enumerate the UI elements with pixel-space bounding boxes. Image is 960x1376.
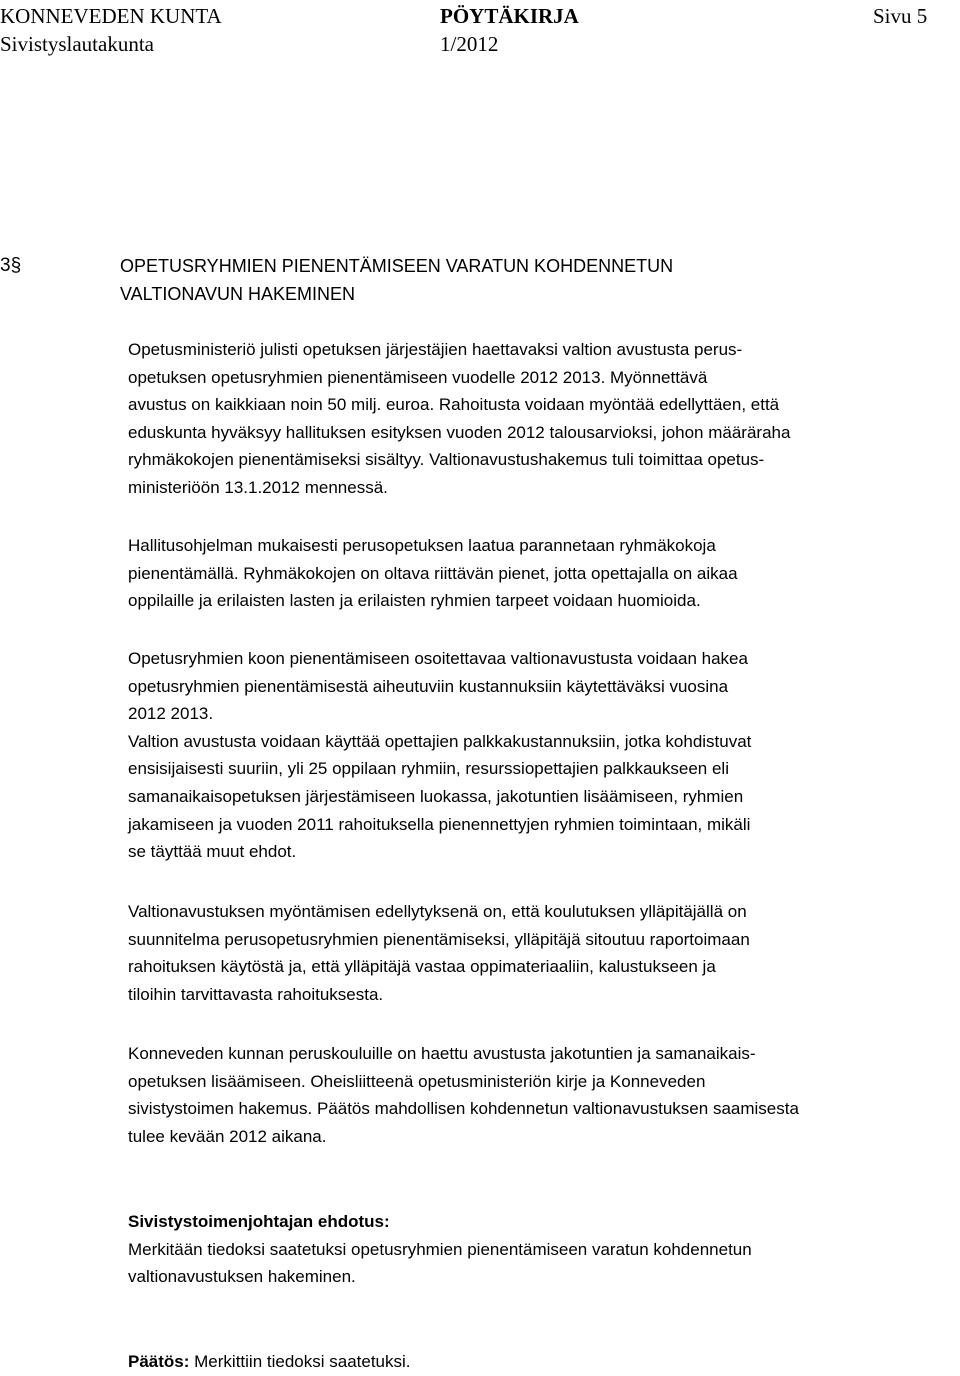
text-line: opetuksen opetusryhmien pienentämiseen vuodelle 2012 2013. Myönnettävä — [128, 367, 708, 387]
paragraph-konnevesi-application — [128, 1040, 799, 1150]
text-line: suunnitelma perusopetusryhmien pienentämiseksi, ylläpitäjä sitoutuu raportoimaan — [128, 929, 750, 949]
text-line: se täyttää muut ehdot. — [128, 842, 297, 862]
text-line: Opetusministeriö julisti opetuksen järjestäjien haettavaksi valtion avustusta perus- — [128, 340, 743, 359]
paragraph-grant-usage — [128, 645, 751, 866]
paragraph-government-program — [128, 532, 738, 615]
decision-block — [128, 1348, 411, 1376]
decision-label: Päätös: — [128, 1352, 190, 1371]
text-line: Konneveden kunnan peruskouluille on haettu avustusta jakotuntien ja samanaikais- — [128, 1044, 756, 1063]
text-line: valtionavustuksen hakeminen. — [128, 1267, 356, 1287]
document-type: PÖYTÄKIRJA — [440, 4, 579, 28]
text-line: jakamiseen ja vuoden 2011 rahoituksella pienennettyjen ryhmien toimintaan, mikäli — [128, 814, 751, 834]
meeting-number: 1/2012 — [440, 32, 499, 56]
section-title-line: VALTIONAVUN HAKEMINEN — [120, 284, 356, 304]
text-line: sivistystoimen hakemus. Päätös mahdollisen kohdennetun valtionavustuksen saamisesta — [128, 1099, 799, 1119]
municipality-name: KONNEVEDEN KUNTA — [0, 4, 222, 28]
text-line: oppilaille ja erilaisten lasten ja erilaisten ryhmien tarpeet voidaan huomioida. — [128, 591, 701, 611]
text-line: opetuksen lisäämiseen. Oheisliitteenä opetusministeriön kirje ja Konneveden — [128, 1071, 706, 1091]
committee-name: Sivistyslautakunta — [0, 32, 154, 56]
decision-line — [128, 1348, 411, 1376]
decision-text: Merkittiin tiedoksi saatetuksi. — [189, 1352, 411, 1371]
text-line: 2012 2013. — [128, 704, 214, 724]
text-line: tulee kevään 2012 aikana. — [128, 1126, 327, 1146]
text-line: Hallitusohjelman mukaisesti perusopetuksen laatua parannetaan ryhmäkokoja — [128, 536, 716, 555]
text-line: opetusryhmien pienentämisestä aiheutuviin kustannuksiin käytettäväksi vuosina — [128, 676, 729, 696]
text-line: ministeriöön 13.1.2012 mennessä. — [128, 477, 388, 497]
proposal-block — [128, 1208, 752, 1291]
text-line: avustus on kaikkiaan noin 50 milj. euroa. Rahoitusta voidaan myöntää edellyttäen, että — [128, 395, 780, 415]
text-line: pienentämällä. Ryhmäkokojen on oltava riittävän pienet, jotta opettajalla on aikaa — [128, 563, 738, 583]
section-number: 3§ — [0, 255, 22, 276]
text-line: samanaikaisopetuksen järjestämiseen luokassa, jakotuntien lisäämiseen, ryhmien — [128, 786, 744, 806]
section-title — [120, 252, 940, 308]
text-line: tiloihin tarvittavasta rahoituksesta. — [128, 984, 384, 1004]
page-number: Sivu 5 — [873, 4, 928, 28]
paragraph-application-announcement — [128, 336, 790, 502]
paragraph-grant-conditions — [128, 898, 750, 1008]
text-line: Merkitään tiedoksi saatetuksi opetusryhmien pienentämiseen varatun kohdennetun — [128, 1239, 752, 1259]
text-line: ensisijaisesti suuriin, yli 25 oppilaan ryhmiin, resurssiopettajien palkkaukseen eli — [128, 759, 729, 779]
text-line: Valtion avustusta voidaan käyttää opettajien palkkakustannuksiin, jotka kohdistuvat — [128, 731, 752, 751]
text-line: eduskunta hyväksyy hallituksen esityksen vuoden 2012 talousarvioksi, johon määräraha — [128, 422, 791, 442]
proposal-heading: Sivistystoimenjohtajan ehdotus: — [128, 1212, 390, 1231]
text-line: ryhmäkokojen pienentämiseksi sisältyy. Valtionavustushakemus tuli toimittaa opetus- — [128, 450, 765, 470]
section-title-line: OPETUSRYHMIEN PIENENTÄMISEEN VARATUN KOHDENNETUN — [120, 256, 674, 276]
text-line: Valtionavustuksen myöntämisen edellytyksenä on, että koulutuksen ylläpitäjällä on — [128, 902, 747, 921]
text-line: rahoituksen käytöstä ja, että ylläpitäjä vastaa oppimateriaaliin, kalustukseen ja — [128, 957, 716, 977]
text-line: Opetusryhmien koon pienentämiseen osoitettavaa valtionavustusta voidaan hakea — [128, 649, 748, 668]
